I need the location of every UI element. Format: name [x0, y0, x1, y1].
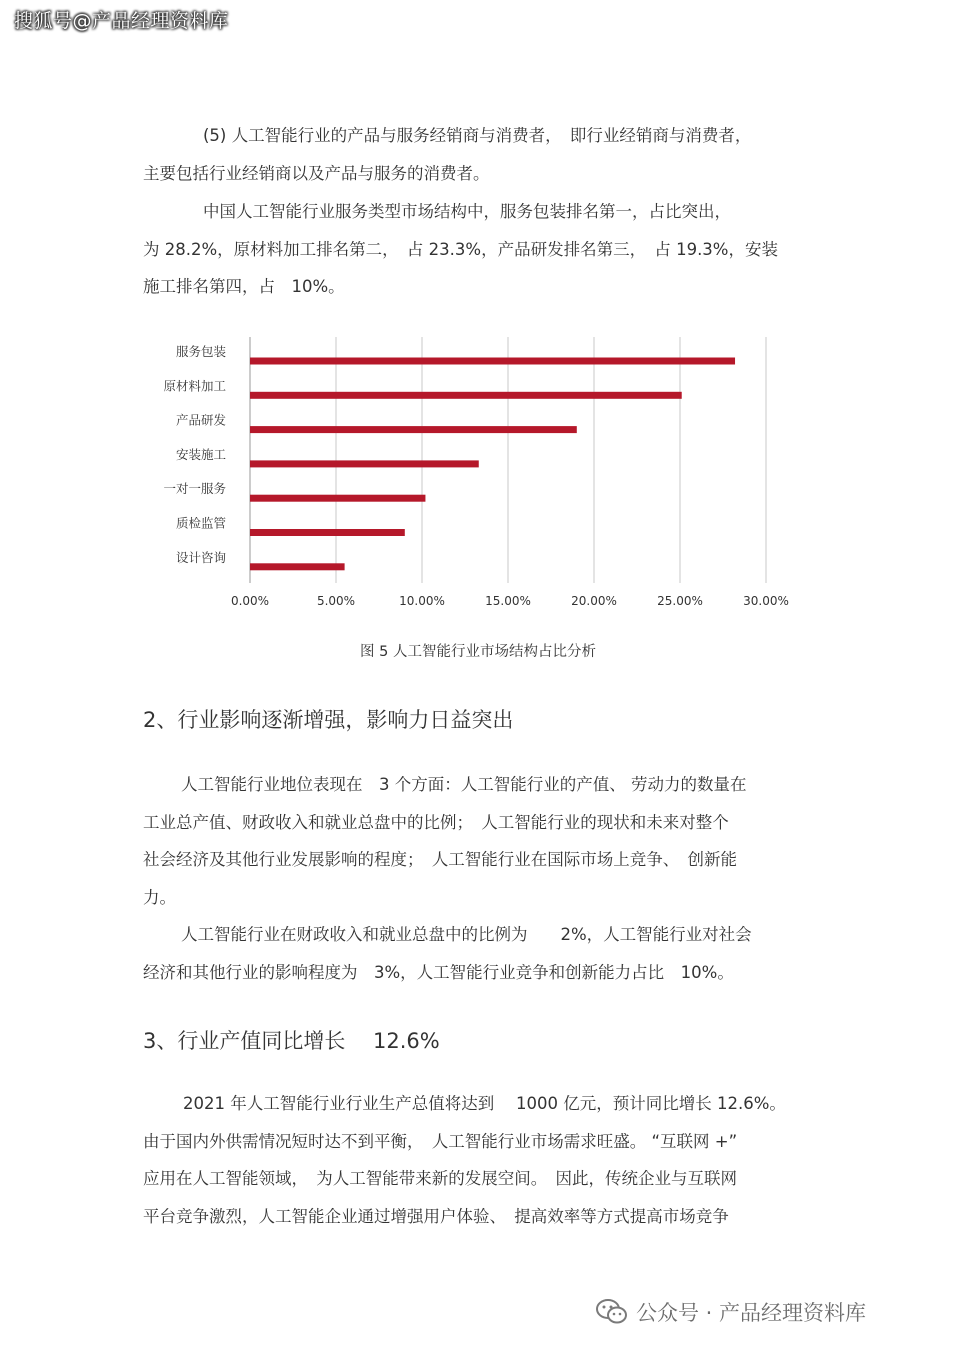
bar	[250, 392, 682, 399]
market-structure-bar-chart	[0, 0, 956, 620]
category-label: 质检监管	[175, 515, 226, 531]
paragraph-proportions	[143, 916, 815, 991]
x-tick-label: 30.00%	[743, 594, 789, 608]
x-tick-label: 20.00%	[571, 594, 617, 608]
text-line: 由于国内外供需情况短时达不到平衡， 人工智能行业市场需求旺盛。 “互联网 +”	[143, 1131, 738, 1151]
category-label: 一对一服务	[163, 481, 226, 497]
text-line: 主要包括行业经销商以及产品与服务的消费者。	[143, 163, 490, 183]
x-tick-label: 25.00%	[657, 594, 703, 608]
text-line: 应用在人工智能领域， 为人工智能带来新的发展空间。 因此，传统企业与互联网	[143, 1169, 737, 1188]
paragraph-output-growth	[143, 1085, 815, 1235]
text-line: 人工智能行业在财政收入和就业总盘中的比例为 2%，人工智能行业对社会	[181, 925, 752, 944]
category-label: 设计咨询	[175, 549, 226, 565]
wechat-account-name: 公众号 · 产品经理资料库	[636, 1301, 867, 1325]
x-tick-label: 15.00%	[485, 594, 531, 608]
text-line: 经济和其他行业的影响程度为 3%，人工智能行业竞争和创新能力占比 10%。	[143, 962, 734, 982]
wechat-icon	[596, 1298, 628, 1326]
text-line: 施工排名第四，占 10%。	[143, 277, 345, 296]
bar	[250, 529, 405, 536]
text-line: 社会经济及其他行业发展影响的程度； 人工智能行业在国际市场上竞争、 创新能	[143, 850, 737, 869]
text-line: 为 28.2%，原材料加工排名第二， 占 23.3%，产品研发排名第三， 占 19.3%，安装	[143, 239, 778, 259]
bar	[250, 563, 345, 570]
text-line: 力。	[143, 887, 176, 907]
category-label: 原材料加工	[163, 378, 226, 394]
text-line: 人工智能行业地位表现在 3 个方面：人工智能行业的产值、 劳动力的数量在	[181, 775, 747, 794]
section-heading-3: 3、行业产值同比增长 12.6%	[143, 1029, 440, 1053]
watermark-text: 搜狐号@产品经理资料库	[14, 10, 229, 32]
category-label: 产品研发	[175, 412, 226, 428]
chart-caption: 图 5 人工智能行业市场结构占比分析	[360, 644, 596, 660]
bar	[250, 426, 577, 433]
text-line: 2021 年人工智能行业行业生产总值将达到 1000 亿元，预计同比增长 12.6%。	[183, 1094, 786, 1113]
paragraph-industry-status	[143, 766, 815, 916]
section-heading-2: 2、行业影响逐渐增强，影响力日益突出	[143, 708, 514, 732]
bar	[250, 495, 425, 502]
bar	[250, 460, 479, 467]
category-label: 安装施工	[175, 446, 226, 462]
wechat-footer	[596, 1297, 866, 1327]
x-tick-label: 10.00%	[399, 594, 445, 608]
x-tick-label: 5.00%	[316, 594, 356, 608]
bar	[250, 358, 735, 365]
text-line: (5) 人工智能行业的产品与服务经销商与消费者， 即行业经销商与消费者，	[203, 126, 752, 145]
text-line: 平台竞争激烈，人工智能企业通过增强用户体验、 提高效率等方式提高市场竞争	[143, 1206, 729, 1226]
text-line: 中国人工智能行业服务类型市场结构中，服务包装排名第一，占比突出，	[203, 202, 731, 221]
x-tick-label: 0.00%	[230, 594, 270, 608]
category-label: 服务包装	[175, 344, 226, 359]
text-line: 工业总产值、财政收入和就业总盘中的比例； 人工智能行业的现状和未来对整个	[143, 812, 729, 832]
